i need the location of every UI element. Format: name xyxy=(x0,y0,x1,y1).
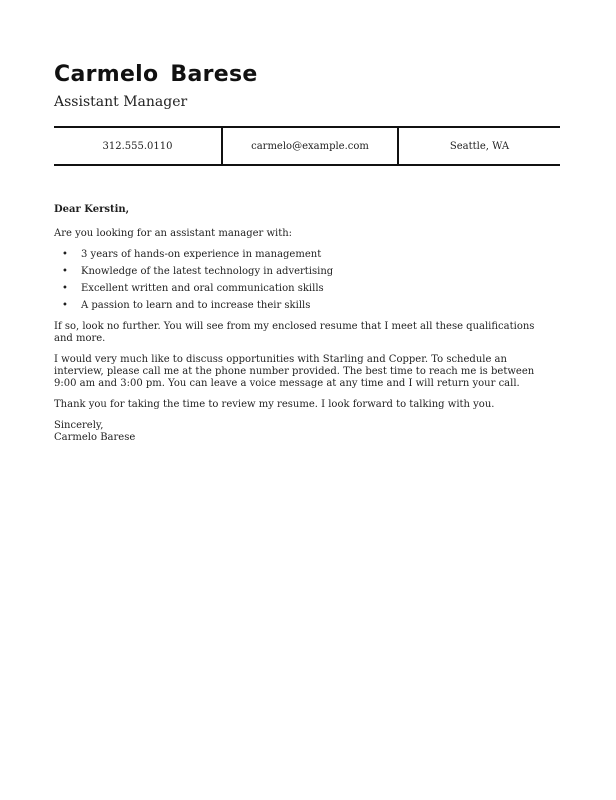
paragraph-qualifications: If so, look no further. You will see from my enclosed resume that I meet all these qualifications and more. xyxy=(54,321,535,344)
list-item-text: A passion to learn and to increase their skills xyxy=(81,300,311,311)
closing-line: Sincerely, xyxy=(54,420,104,431)
paragraph-interview: I would very much like to discuss opportunities with Starling and Copper. To schedule an interview, please call me at the phone number provided. The best time to reach me is between 9:00 am and 3:00 pm. You can leave a voice message at any time and I will return your call. xyxy=(54,354,535,389)
list-item-text: Excellent written and oral communication skills xyxy=(81,283,324,294)
list-item-text: Knowledge of the latest technology in advertising xyxy=(81,266,334,277)
list-item xyxy=(54,249,554,261)
bullet-icon: • xyxy=(62,266,68,277)
list-item-text: 3 years of hands-on experience in management xyxy=(81,249,322,260)
intro-paragraph: Are you looking for an assistant manager with: xyxy=(54,228,293,239)
list-item xyxy=(54,283,554,295)
closing-block xyxy=(54,420,554,444)
letter-body xyxy=(54,204,554,444)
signature-name: Carmelo Barese xyxy=(54,432,136,443)
list-item xyxy=(54,300,554,312)
sender-name: Carmelo Barese xyxy=(54,62,258,87)
bullet-icon: • xyxy=(62,300,68,311)
qualifications-list xyxy=(54,249,554,312)
salutation: Dear Kerstin, xyxy=(54,204,130,215)
paragraph-thanks: Thank you for taking the time to review my resume. I look forward to talking with you. xyxy=(54,399,495,410)
contact-location: Seattle, WA xyxy=(449,140,510,152)
contact-email: carmelo@example.com xyxy=(223,128,399,164)
bullet-icon: • xyxy=(62,283,68,294)
sender-role: Assistant Manager xyxy=(54,94,188,110)
contact-phone: 312.555.0110 xyxy=(54,128,223,164)
contact-bar xyxy=(54,126,560,166)
bullet-icon: • xyxy=(62,249,68,260)
list-item xyxy=(54,266,554,278)
